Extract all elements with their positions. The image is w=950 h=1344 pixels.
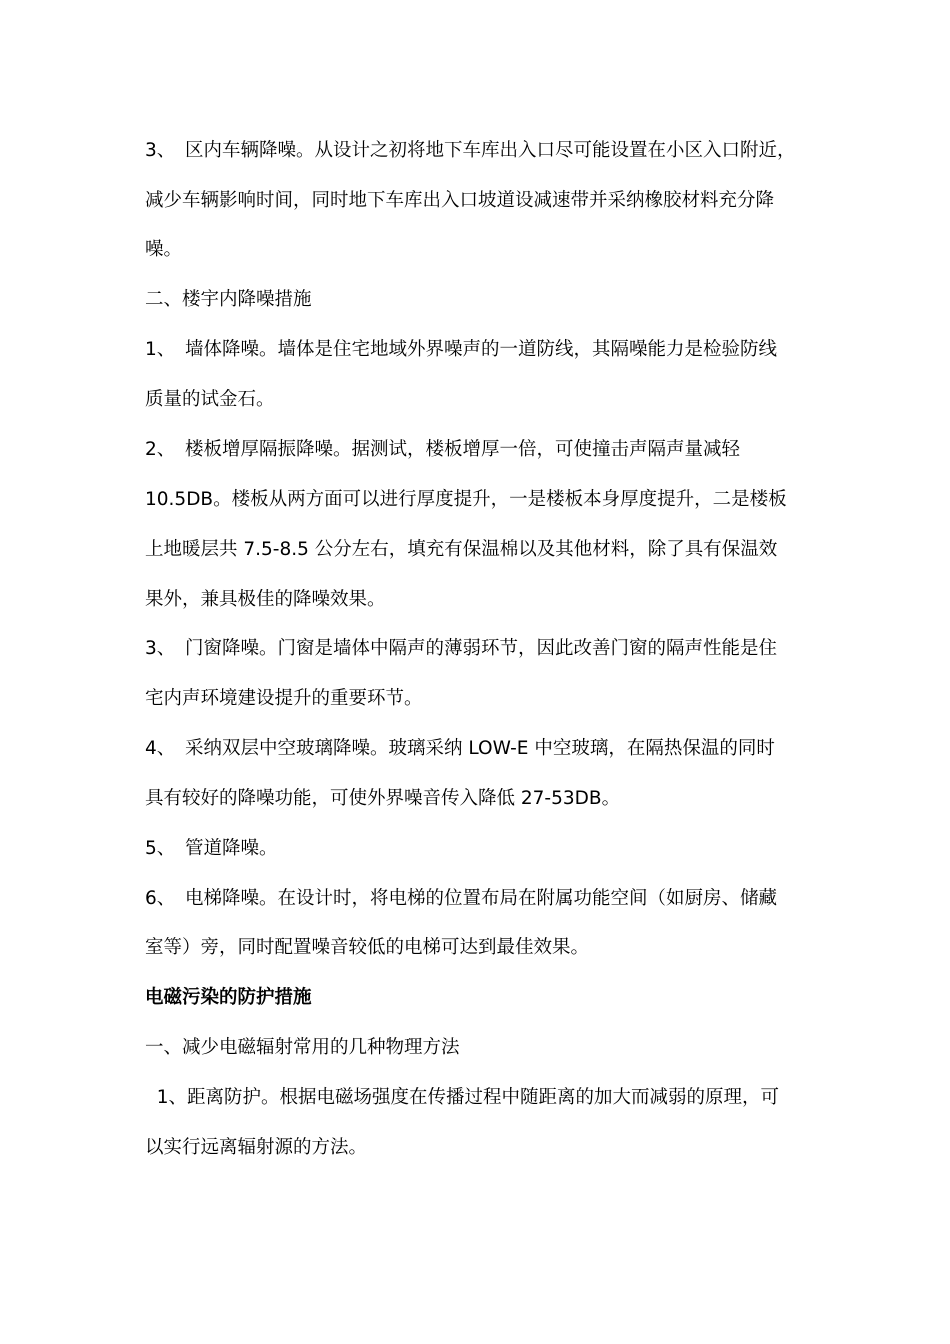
line-text: 宅内声环境建设提升的重要环节。 bbox=[145, 688, 423, 709]
line-text: 管道降噪。 bbox=[185, 838, 278, 859]
item-number: 5、 bbox=[145, 838, 176, 859]
item-number: 2、 bbox=[145, 439, 176, 460]
line-text: 上地暖层共 7.5-8.5 公分左右，填充有保温棉以及其他材料，除了具有保温效 bbox=[145, 539, 778, 560]
paragraph-line bbox=[145, 836, 278, 862]
line-text: 具有较好的降噪功能，可使外界噪音传入降低 27-53DB。 bbox=[145, 788, 621, 809]
bold-heading bbox=[145, 985, 312, 1011]
line-text: 电磁污染的防护措施 bbox=[145, 987, 312, 1008]
line-text: 室等）旁，同时配置噪音较低的电梯可达到最佳效果。 bbox=[145, 937, 590, 958]
item-number: 6、 bbox=[145, 888, 176, 909]
line-text: 电梯降噪。在设计时，将电梯的位置布局在附属功能空间（如厨房、储藏 bbox=[185, 888, 778, 909]
line-text: 采纳双层中空玻璃降噪。玻璃采纳 LOW-E 中空玻璃，在隔热保温的同时 bbox=[185, 738, 775, 759]
line-text: 果外，兼具极佳的降噪效果。 bbox=[145, 589, 386, 610]
paragraph-line bbox=[145, 188, 774, 214]
line-text: 一、减少电磁辐射常用的几种物理方法 bbox=[145, 1037, 460, 1058]
line-text: 门窗降噪。门窗是墙体中隔声的薄弱环节，因此改善门窗的隔声性能是住 bbox=[185, 638, 778, 659]
paragraph-line bbox=[145, 1085, 779, 1111]
paragraph-line bbox=[145, 1135, 367, 1161]
paragraph-line bbox=[145, 587, 386, 613]
line-text: 墙体降噪。墙体是住宅地域外界噪声的一道防线，其隔噪能力是检验防线 bbox=[185, 339, 778, 360]
item-number: 3、 bbox=[145, 140, 176, 161]
paragraph-line bbox=[145, 487, 787, 513]
paragraph-line bbox=[145, 886, 777, 912]
paragraph-line bbox=[145, 437, 740, 463]
line-text: 质量的试金石。 bbox=[145, 389, 275, 410]
paragraph-line bbox=[145, 736, 775, 762]
section-heading bbox=[145, 287, 312, 313]
item-number: 4、 bbox=[145, 738, 176, 759]
item-number: 3、 bbox=[145, 638, 176, 659]
paragraph-line bbox=[145, 636, 777, 662]
line-text: 以实行远离辐射源的方法。 bbox=[145, 1137, 368, 1158]
paragraph-line bbox=[145, 686, 423, 712]
paragraph-line bbox=[145, 537, 777, 563]
item-number: 1、 bbox=[145, 339, 176, 360]
line-text: 10.5DB。楼板从两方面可以进行厚度提升，一是楼板本身厚度提升，二是楼板 bbox=[145, 489, 787, 510]
paragraph-line bbox=[145, 337, 777, 363]
line-text: 区内车辆降噪。从设计之初将地下车库出入口尽可能设置在小区入口附近， bbox=[185, 140, 796, 161]
paragraph-line bbox=[145, 237, 182, 263]
line-text: 楼板增厚隔振降噪。据测试，楼板增厚一倍，可使撞击声隔声量减轻 bbox=[185, 439, 741, 460]
line-text: 噪。 bbox=[145, 239, 183, 260]
paragraph-line bbox=[145, 138, 796, 164]
line-text: 减少车辆影响时间，同时地下车库出入口坡道设减速带并采纳橡胶材料充分降 bbox=[145, 190, 775, 211]
line-text: 二、楼宇内降噪措施 bbox=[145, 289, 312, 310]
paragraph-line bbox=[145, 786, 620, 812]
line-text: 1、距离防护。根据电磁场强度在传播过程中随距离的加大而减弱的原理，可 bbox=[145, 1087, 780, 1108]
paragraph-line bbox=[145, 935, 589, 961]
section-heading bbox=[145, 1035, 460, 1061]
paragraph-line bbox=[145, 387, 275, 413]
